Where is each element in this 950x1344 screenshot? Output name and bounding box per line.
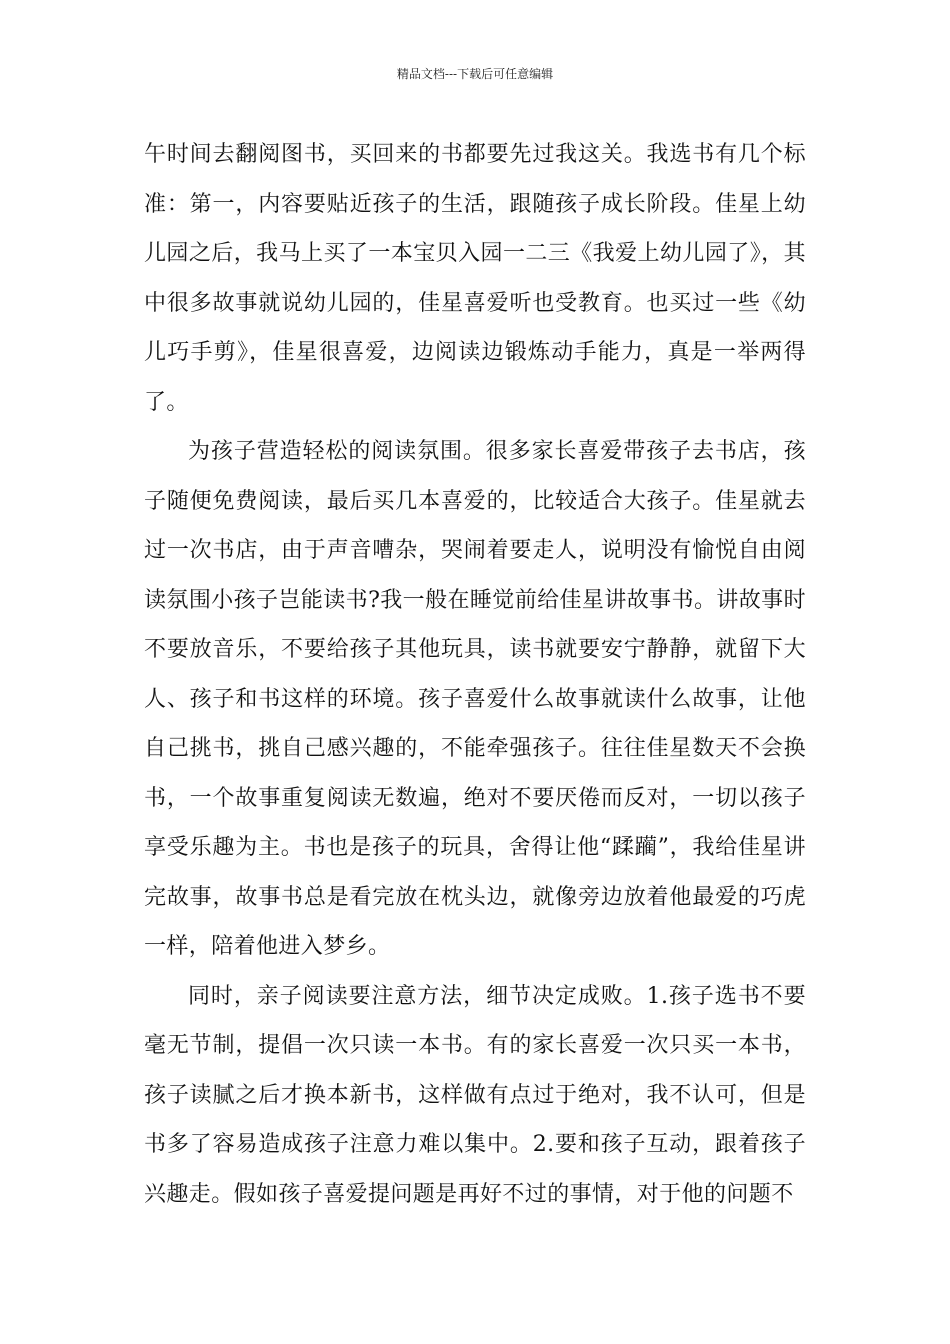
page-header: 精品文档---下载后可任意编辑 [396, 67, 554, 81]
paragraph-2: 为孩子营造轻松的阅读氛围。很多家长喜爱带孩子去书店，孩子随便免费阅读，最后买几本喜爱的，比较适合大孩子。佳星就去过一次书店，由于声音嘈杂，哭闹着要走人，说明没有愉悦自由阅读氛围小孩子岂能读书?我一般在睡觉前给佳星讲故事书。讲故事时不要放音乐，不要给孩子其他玩具，读书就要安宁静静，就留下大人、孩子和书这样的环境。孩子喜爱什么故事就读什么故事，让他自己挑书，挑自己感兴趣的，不能牵强孩子。往往佳星数天不会换书，一个故事重复阅读无数遍，绝对不要厌倦而反对，一切以孩子享受乐趣为主。书也是孩子的玩具，舍得让他“蹂躏”，我给佳星讲完故事，故事书总是看完放在枕头边，就像旁边放着他最爱的巧虎一样，陪着他进入梦乡。 [144, 439, 806, 959]
document-body [144, 130, 806, 1219]
paragraph-1: 午时间去翻阅图书，买回来的书都要先过我这关。我选书有几个标准：第一，内容要贴近孩子的生活，跟随孩子成长阶段。佳星上幼儿园之后，我马上买了一本宝贝入园一二三《我爱上幼儿园了》，其中很多故事就说幼儿园的，佳星喜爱听也受教育。也买过一些《幼儿巧手剪》，佳星很喜爱，边阅读边锻炼动手能力，真是一举两得了。 [144, 142, 806, 415]
paragraph-3: 同时，亲子阅读要注意方法，细节决定成败。1.孩子选书不要毫无节制，提倡一次只读一本书。有的家长喜爱一次只买一本书，孩子读腻之后才换本新书，这样做有点过于绝对，我不认可，但是书多了容易造成孩子注意力难以集中。2.要和孩子互动，跟着孩子兴趣走。假如孩子喜爱提问题是再好不过的事情，对于他的问题不 [144, 983, 806, 1207]
